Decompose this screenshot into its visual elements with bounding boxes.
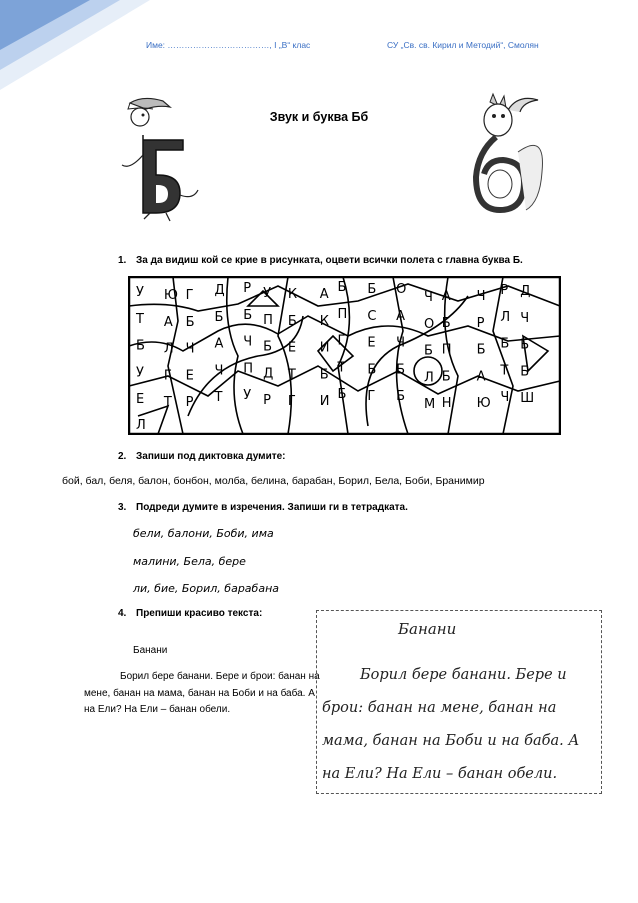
puzzle-letter: Д — [263, 366, 274, 382]
puzzle-letter: Ч — [396, 335, 406, 351]
cursive-title: Банани — [398, 620, 457, 638]
puzzle-letter: Л — [423, 370, 434, 386]
puzzle-letter: Ю — [163, 288, 178, 303]
puzzle-letter: Д — [214, 283, 225, 298]
puzzle-letter: Г — [163, 368, 172, 384]
phrase-1: бели, балони, Боби, има — [133, 527, 274, 540]
puzzle-letter: А — [319, 287, 329, 302]
puzzle-letter: Т — [136, 311, 144, 327]
puzzle-letter: А — [214, 336, 224, 352]
puzzle-letter: Р — [263, 393, 271, 409]
puzzle-letter: Б — [337, 280, 347, 295]
squirrel-letter-b-illustration — [448, 92, 548, 222]
puzzle-letter: Б — [185, 314, 195, 330]
puzzle-letter: О — [396, 282, 407, 297]
puzzle-letter: Б — [441, 369, 451, 385]
puzzle-letter: Ю — [476, 396, 491, 412]
puzzle-letter: У — [136, 365, 144, 381]
puzzle-letter: Р — [185, 395, 194, 411]
puzzle-letter: К — [319, 313, 329, 329]
puzzle-letter: Б — [520, 364, 530, 380]
puzzle-letter: П — [243, 361, 254, 377]
puzzle-letter: У — [243, 388, 252, 404]
cursive-line-2: брои: банан на мене, банан на — [322, 700, 557, 716]
corner-decoration — [0, 0, 150, 90]
puzzle-letter: С — [367, 308, 377, 324]
puzzle-letter: Ч — [520, 310, 530, 326]
puzzle-letter: Т — [287, 367, 296, 383]
puzzle-letter: А — [441, 289, 451, 304]
puzzle-letter: Р — [243, 281, 252, 296]
puzzle-letter: Е — [136, 392, 145, 408]
cursive-line-4: на Ели? На Ели – банан обели. — [322, 766, 558, 782]
cursive-line-3: мама, банан на Боби и на баба. А — [322, 733, 580, 749]
puzzle-letter: Е — [185, 368, 194, 384]
poem-title: Банани — [133, 645, 168, 656]
puzzle-letter: Б — [423, 343, 433, 359]
puzzle-letter: Б — [396, 362, 406, 378]
puzzle-letter: А — [396, 308, 406, 324]
puzzle-letter: И — [319, 340, 330, 356]
puzzle-letter: Н — [441, 396, 452, 412]
puzzle-letter: Б — [319, 367, 329, 383]
puzzle-letter: Ч — [423, 290, 433, 305]
puzzle-letter: П — [441, 342, 452, 358]
puzzle-letter: Г — [337, 333, 346, 349]
puzzle-letter: А — [163, 314, 173, 330]
phrase-3: ли, бие, Борил, барабана — [133, 582, 280, 595]
school-name: СУ „Св. св. Кирил и Методий“, Смолян — [387, 40, 539, 50]
cursive-line-1: Борил бере банани. Бере и — [360, 667, 567, 683]
puzzle-letter: Ч — [185, 341, 195, 357]
puzzle-letter: Б — [367, 362, 377, 378]
puzzle-letter: Б — [476, 342, 486, 358]
puzzle-letter: Б — [396, 389, 406, 405]
puzzle-letter: Б — [263, 339, 272, 355]
puzzle-letter: Б — [136, 338, 145, 354]
poem-text: Борил бере банани. Бере и брои: банан на мене, банан на мама, банан на Боби и на баба. А на Ели? На Ели – банан обели. — [84, 671, 320, 715]
student-name-line: Име: ………………………………, I „В“ клас — [146, 40, 311, 50]
puzzle-letter: Б — [214, 309, 224, 325]
puzzle-letter: Ч — [476, 289, 486, 304]
puzzle-letter: Б — [500, 336, 510, 352]
puzzle-letter: Л — [500, 309, 511, 325]
puzzle-letter: Р — [476, 315, 485, 331]
puzzle-letter: Ч — [500, 390, 510, 406]
letter-b-capital-illustration — [108, 95, 203, 223]
letter-coloring-puzzle[interactable] — [128, 276, 561, 435]
puzzle-letter: Ч — [214, 363, 224, 379]
puzzle-letter: Е — [287, 340, 297, 356]
puzzle-letter: Б — [337, 387, 347, 403]
puzzle-letter: Г — [367, 389, 376, 405]
puzzle-letter: Т — [337, 360, 346, 376]
dictation-words: бой, бал, беля, балон, бонбон, молба, белина, барабан, Борил, Бела, Боби, Бранимир — [62, 475, 485, 487]
page-title: Звук и буква Бб — [269, 110, 369, 124]
puzzle-letter: Т — [163, 395, 172, 411]
task-4: 4. Препиши красиво текста: — [118, 608, 263, 619]
phrase-2: малини, Бела, бере — [133, 555, 246, 568]
puzzle-letter: Ч — [243, 334, 253, 350]
puzzle-letter: Д — [520, 284, 531, 299]
puzzle-letter: У — [263, 286, 271, 301]
puzzle-letter: Е — [367, 335, 376, 351]
puzzle-letter: Л — [163, 341, 174, 357]
puzzle-letter: Ш — [520, 391, 535, 407]
puzzle-letter: И — [319, 394, 330, 410]
puzzle-letter: П — [263, 312, 273, 328]
puzzle-letter: О — [423, 316, 435, 332]
puzzle-letter: У — [136, 285, 144, 300]
puzzle-letter: Г — [287, 394, 296, 410]
puzzle-letter: П — [337, 306, 348, 322]
puzzle-letter: Б — [367, 282, 377, 297]
puzzle-letter: К — [287, 287, 298, 302]
puzzle-letter: Г — [185, 288, 194, 303]
puzzle-letter: Т — [500, 363, 509, 379]
puzzle-letter: Б — [441, 315, 451, 331]
puzzle-letter: Т — [214, 390, 223, 406]
puzzle-letter: Р — [500, 283, 509, 298]
puzzle-letter: Б — [287, 313, 297, 329]
puzzle-letter: Б — [520, 337, 530, 353]
task-2: 2. Запиши под диктовка думите: — [118, 451, 286, 462]
puzzle-letter: М — [423, 397, 436, 413]
task-1: 1. За да видиш кой се крие в рисунката, оцвети всички полета с главна буква Б. — [118, 255, 523, 266]
task-3: 3. Подреди думите в изречения. Запиши ги в тетрадката. — [118, 502, 408, 513]
puzzle-letter: А — [476, 369, 486, 385]
puzzle-letter: Б — [243, 307, 253, 323]
puzzle-letter: Л — [136, 418, 146, 433]
